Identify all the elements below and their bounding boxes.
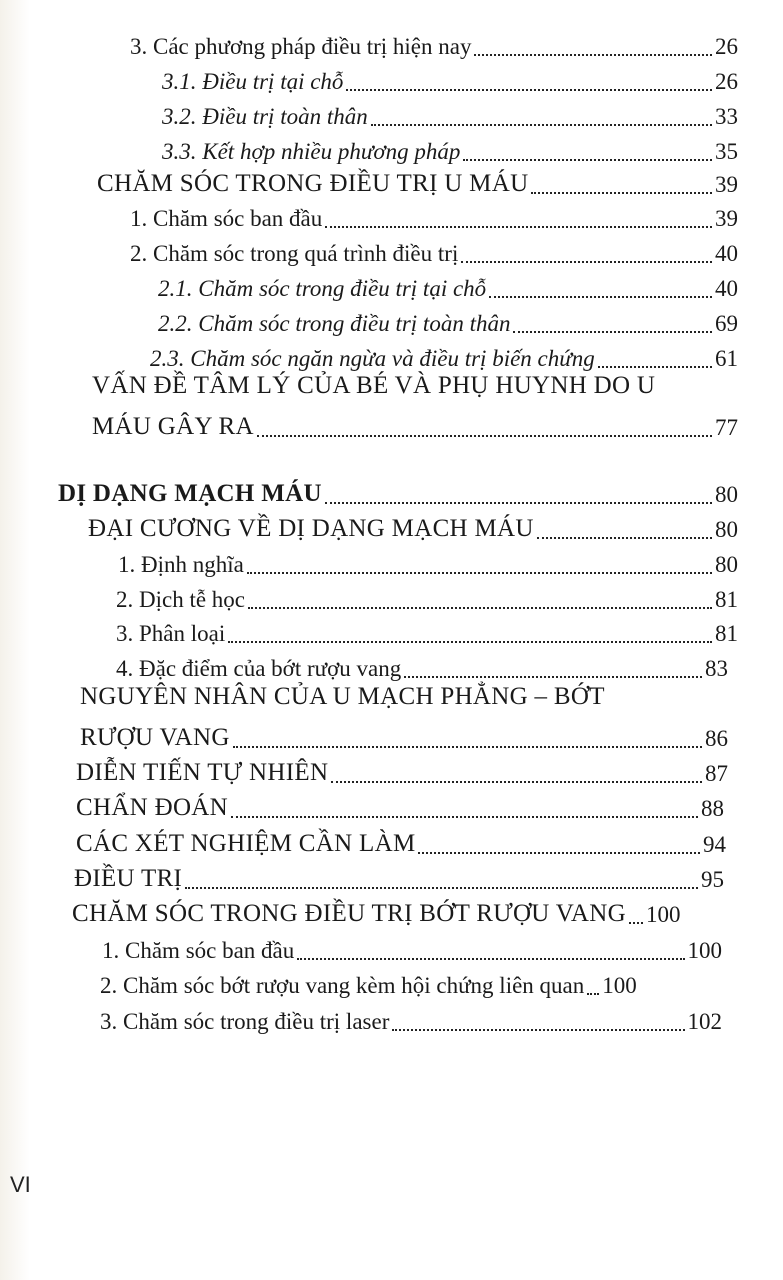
toc-entry-page: 61	[715, 346, 738, 371]
toc-entry-page: 33	[715, 104, 738, 129]
toc-entry-label: CHĂM SÓC TRONG ĐIỀU TRỊ BỚT RƯỢU VANG	[72, 900, 626, 927]
toc-entry-label: 2. Chăm sóc trong quá trình điều trị	[130, 241, 459, 266]
toc-entry-page: 102	[687, 1009, 722, 1034]
toc-entry-page: 80	[715, 517, 738, 542]
toc-entry-label: CÁC XÉT NGHIỆM CẦN LÀM	[76, 830, 416, 857]
leader-dots	[297, 957, 684, 960]
leader-dots	[331, 780, 702, 783]
toc-entry-label: 3. Chăm sóc trong điều trị laser	[100, 1009, 390, 1034]
toc-entry	[102, 926, 722, 962]
toc-entry-page: 26	[715, 34, 738, 59]
leader-dots	[371, 123, 712, 126]
toc-entry-page: 39	[715, 172, 738, 197]
toc-entry-page: 40	[715, 276, 738, 301]
toc-entry	[116, 644, 728, 680]
toc-entry-label: 1. Chăm sóc ban đầu	[102, 938, 295, 963]
toc-entry-page: 40	[715, 241, 738, 266]
leader-dots	[185, 886, 698, 889]
toc-entry-page: 35	[715, 139, 738, 164]
toc-entry	[150, 334, 738, 370]
leader-dots	[233, 745, 702, 748]
toc-entry	[72, 890, 724, 926]
toc-entry-label: 4. Đặc điểm của bớt rượu vang	[116, 656, 402, 681]
toc-entry	[116, 609, 738, 645]
toc-entry	[76, 784, 724, 820]
toc-entry-label: RƯỢU VANG	[80, 724, 230, 751]
toc-entry	[130, 22, 738, 58]
toc-entry-label: CHĂM SÓC TRONG ĐIỀU TRỊ U MÁU	[97, 170, 529, 197]
toc-entry-label: CHẨN ĐOÁN	[76, 794, 229, 821]
toc-entry-label: 1. Định nghĩa	[118, 552, 244, 577]
toc-entry-page: 83	[705, 656, 728, 681]
toc-entry-page: 86	[705, 726, 728, 751]
toc-entry-label: 2. Chăm sóc bớt rượu vang kèm hội chứng liên quan	[100, 973, 585, 998]
leader-dots	[325, 501, 712, 504]
toc-entry-label: 2. Dịch tễ học	[116, 587, 246, 612]
leader-dots	[537, 536, 712, 539]
toc-entry-page: 95	[701, 867, 724, 892]
toc-entry	[158, 299, 738, 335]
toc-entry	[162, 127, 738, 163]
toc-entry-label: 2.1. Chăm sóc trong điều trị tại chỗ	[158, 276, 487, 301]
toc-entry-page: 80	[715, 482, 738, 507]
leader-dots	[404, 675, 702, 678]
toc-entry-label: 3.2. Điều trị toàn thân	[162, 104, 368, 129]
leader-dots	[247, 571, 712, 574]
toc-entry-label-line1: NGUYÊN NHÂN CỦA U MẠCH PHẲNG – BỚT	[80, 683, 605, 710]
toc-entry-page: 26	[715, 69, 738, 94]
toc-entry-label: 3.3. Kết hợp nhiều phương pháp	[162, 139, 461, 164]
toc-entry-label: DỊ DẠNG MẠCH MÁU	[58, 480, 322, 507]
toc-entry-label: 3. Các phương pháp điều trị hiện nay	[130, 34, 472, 59]
toc-entry	[76, 820, 726, 856]
leader-dots	[461, 260, 712, 263]
leader-dots	[587, 992, 599, 995]
toc-entry-label: ĐIỀU TRỊ	[74, 865, 183, 892]
toc-entry-page: 77	[715, 415, 738, 440]
toc-entry	[88, 505, 738, 541]
leader-dots	[325, 225, 712, 228]
toc-entry-label: DIỄN TIẾN TỰ NHIÊN	[76, 759, 329, 786]
leader-dots	[629, 921, 643, 924]
leader-dots	[598, 365, 712, 368]
toc-entry-page: 87	[705, 761, 728, 786]
leader-dots	[474, 53, 712, 56]
leader-dots	[489, 295, 712, 298]
toc-entry-label-line1: VẤN ĐỀ TÂM LÝ CỦA BÉ VÀ PHỤ HUYNH DO U	[92, 372, 656, 399]
toc-entry-page: 69	[715, 311, 738, 336]
leader-dots	[346, 88, 712, 91]
toc-entry	[80, 714, 728, 750]
leader-dots	[231, 815, 698, 818]
toc-entry-label: 1. Chăm sóc ban đầu	[130, 206, 323, 231]
toc-entry-label: MÁU GÂY RA	[92, 413, 254, 440]
toc-entry	[162, 57, 738, 93]
leader-dots	[418, 851, 700, 854]
leader-dots	[513, 330, 712, 333]
toc-entry	[100, 997, 722, 1033]
toc-entry-page: 81	[715, 587, 738, 612]
toc-entry-label: 3.1. Điều trị tại chỗ	[162, 69, 344, 94]
toc-entry-label: ĐẠI CƯƠNG VỀ DỊ DẠNG MẠCH MÁU	[88, 515, 534, 542]
toc-entry	[116, 575, 738, 611]
toc-chapter-entry	[58, 470, 738, 506]
toc-entry	[76, 749, 728, 785]
toc-entry-page: 88	[701, 796, 724, 821]
toc-entry-label: 2.2. Chăm sóc trong điều trị toàn thân	[158, 311, 511, 336]
toc-entry	[130, 194, 738, 230]
toc-entry	[97, 160, 738, 196]
toc-entry	[158, 264, 738, 300]
toc-entry	[100, 961, 722, 997]
toc-entry-page: 81	[715, 621, 738, 646]
leader-dots	[392, 1028, 684, 1031]
leader-dots	[228, 640, 712, 643]
toc-entry-page: 39	[715, 206, 738, 231]
toc-entry-label: 2.3. Chăm sóc ngăn ngừa và điều trị biến chứng	[150, 346, 595, 371]
toc-entry	[118, 540, 738, 576]
toc-entry-page: 80	[715, 552, 738, 577]
toc-entry	[92, 403, 738, 439]
toc-entry-page: 100	[687, 938, 722, 963]
toc-entry-page: 100	[645, 902, 681, 927]
toc-entry-page: 94	[703, 832, 726, 857]
toc-entry	[162, 92, 738, 128]
toc-entry-page: 100	[602, 973, 637, 998]
page-folio: VI	[10, 1172, 31, 1197]
toc-entry	[130, 229, 738, 265]
toc-entry-label: 3. Phân loại	[116, 621, 226, 646]
leader-dots	[257, 434, 712, 437]
toc-entry	[74, 855, 724, 891]
